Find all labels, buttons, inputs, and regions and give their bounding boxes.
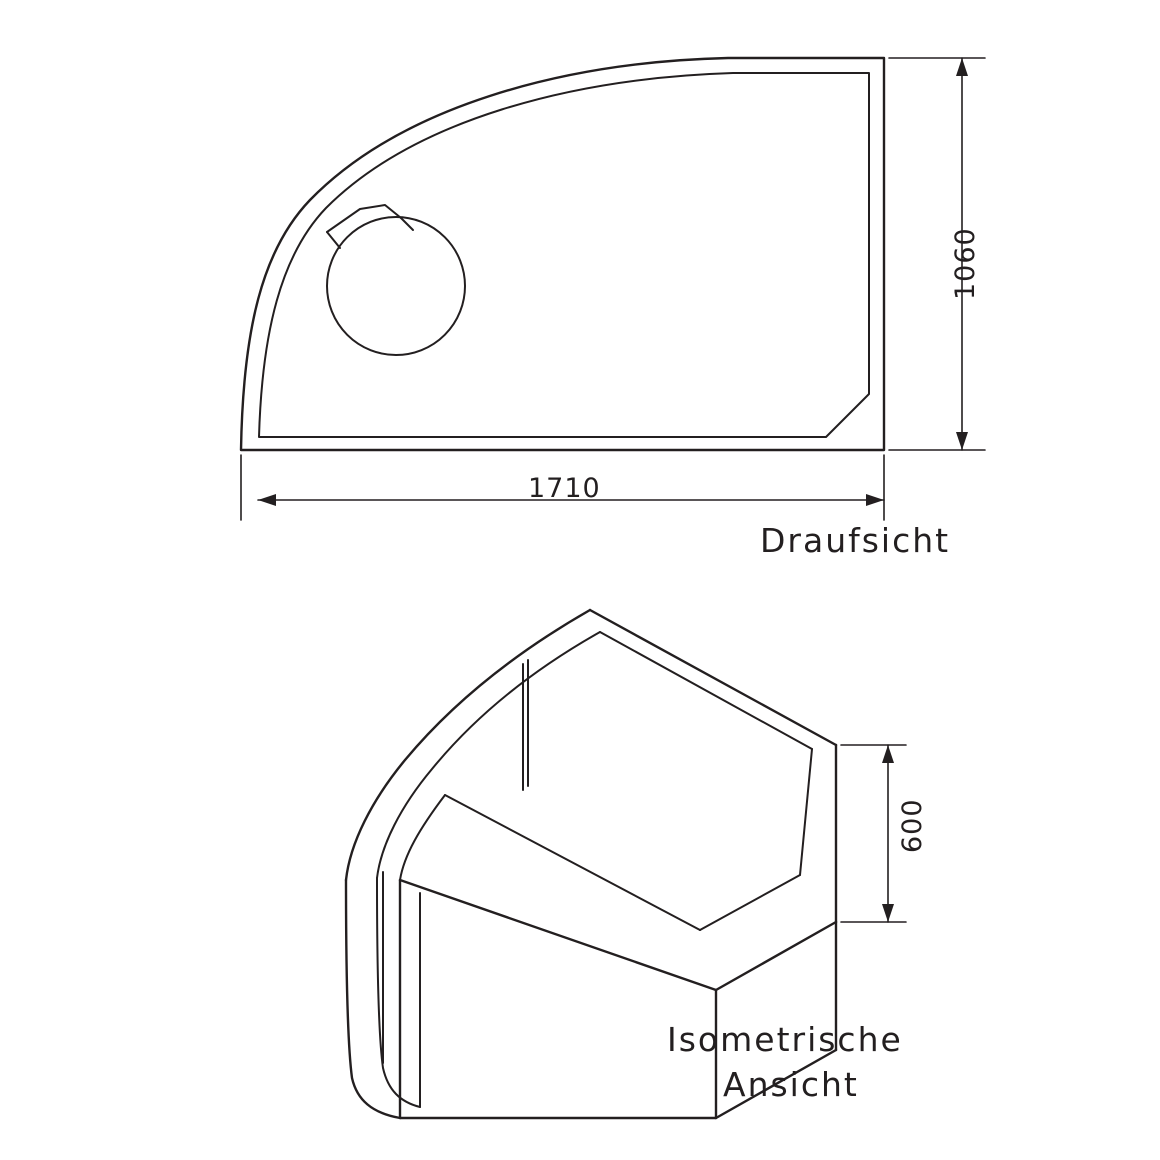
top-view-group [241,58,884,450]
view-title-top: Draufsicht [760,521,951,560]
faucet-outline [327,205,401,232]
iso-rim-outer-back [590,610,836,745]
dimension-label-width: 1710 [528,473,601,504]
top-view-inner-contour [259,73,869,437]
drain-circle [327,217,465,355]
iso-body-front-top [400,880,716,990]
arrow-iso-down [882,904,894,922]
iso-basin-inner-floor-curve [400,795,445,880]
arrow-left [258,494,276,506]
view-title-isometric-line2: Ansicht [723,1065,859,1104]
arrow-right [866,494,884,506]
arrow-up [956,58,968,76]
iso-rim-outer-top [346,610,590,880]
dimension-label-depth: 1060 [950,227,981,300]
arrow-down [956,432,968,450]
iso-body-left-curve-outer [346,880,400,1118]
iso-basin-inner-right-wall [800,749,812,875]
iso-rim-inner-back [600,632,812,749]
dimension-label-height: 600 [897,798,928,853]
iso-body-right-top [716,922,836,990]
faucet-base [327,232,340,248]
view-title-isometric-line1: Isometrische [667,1020,903,1059]
arrow-iso-up [882,745,894,763]
top-view-outer-contour [241,58,884,450]
iso-basin-floor-right [700,875,800,930]
faucet-stem [401,218,413,230]
